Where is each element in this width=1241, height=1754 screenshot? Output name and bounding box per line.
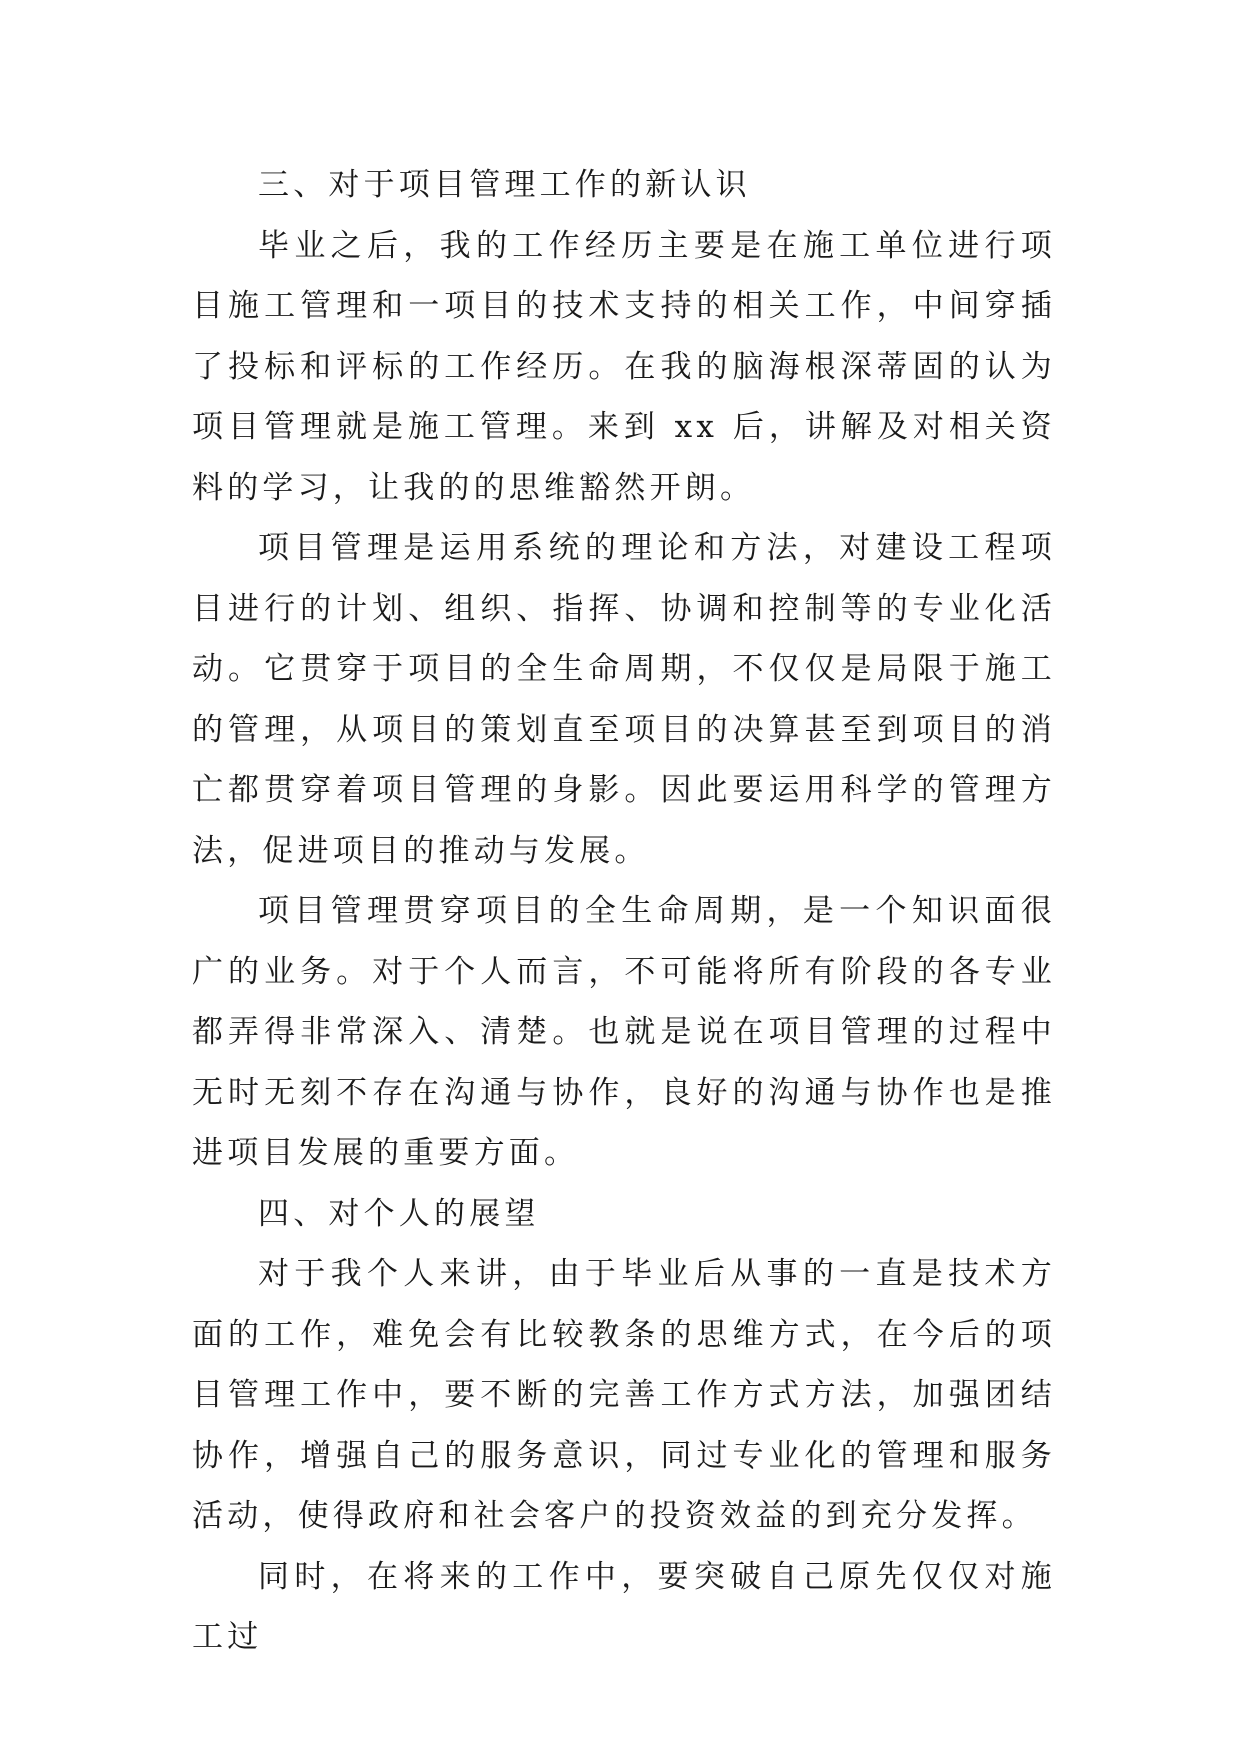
paragraph-communication-collaboration: 项目管理贯穿项目的全生命周期，是一个知识面很广的业务。对于个人而言，不可能将所有阶段的各专业都弄得非常深入、清楚。也就是说在项目管理的过程中无时无刻不存在沟通与协作，良好的沟通与协作也是推进项目发展的重要方面。 <box>192 893 1056 1171</box>
paragraph-future-work: 同时，在将来的工作中，要突破自己原先仅仅对施工过 <box>192 1558 1056 1655</box>
document-body <box>192 155 1056 1668</box>
paragraph-graduation-experience: 毕业之后，我的工作经历主要是在施工单位进行项目施工管理和一项目的技术支持的相关工作，中间穿插了投标和评标的工作经历。在我的脑海根深蒂固的认为项目管理就是施工管理。来到 xx 后，讲解及对相关资料的学习，让我的的思维豁然开朗。 <box>192 227 1056 506</box>
paragraph-project-management-definition: 项目管理是运用系统的理论和方法，对建设工程项目进行的计划、组织、指挥、协调和控制等的专业化活动。它贯穿于项目的全生命周期，不仅仅是局限于施工的管理，从项目的策划直至项目的决算甚至到项目的消亡都贯穿着项目管理的身影。因此要运用科学的管理方法，促进项目的推动与发展。 <box>192 530 1056 869</box>
section-heading-3: 三、对于项目管理工作的新认识 <box>258 167 751 203</box>
paragraph-personal-outlook: 对于我个人来讲，由于毕业后从事的一直是技术方面的工作，难免会有比较教条的思维方式，在今后的项目管理工作中，要不断的完善工作方式方法，加强团结协作，增强自己的服务意识，同过专业化的管理和服务活动，使得政府和社会客户的投资效益的到充分发挥。 <box>192 1256 1056 1534</box>
section-heading-4: 四、对个人的展望 <box>258 1195 540 1232</box>
